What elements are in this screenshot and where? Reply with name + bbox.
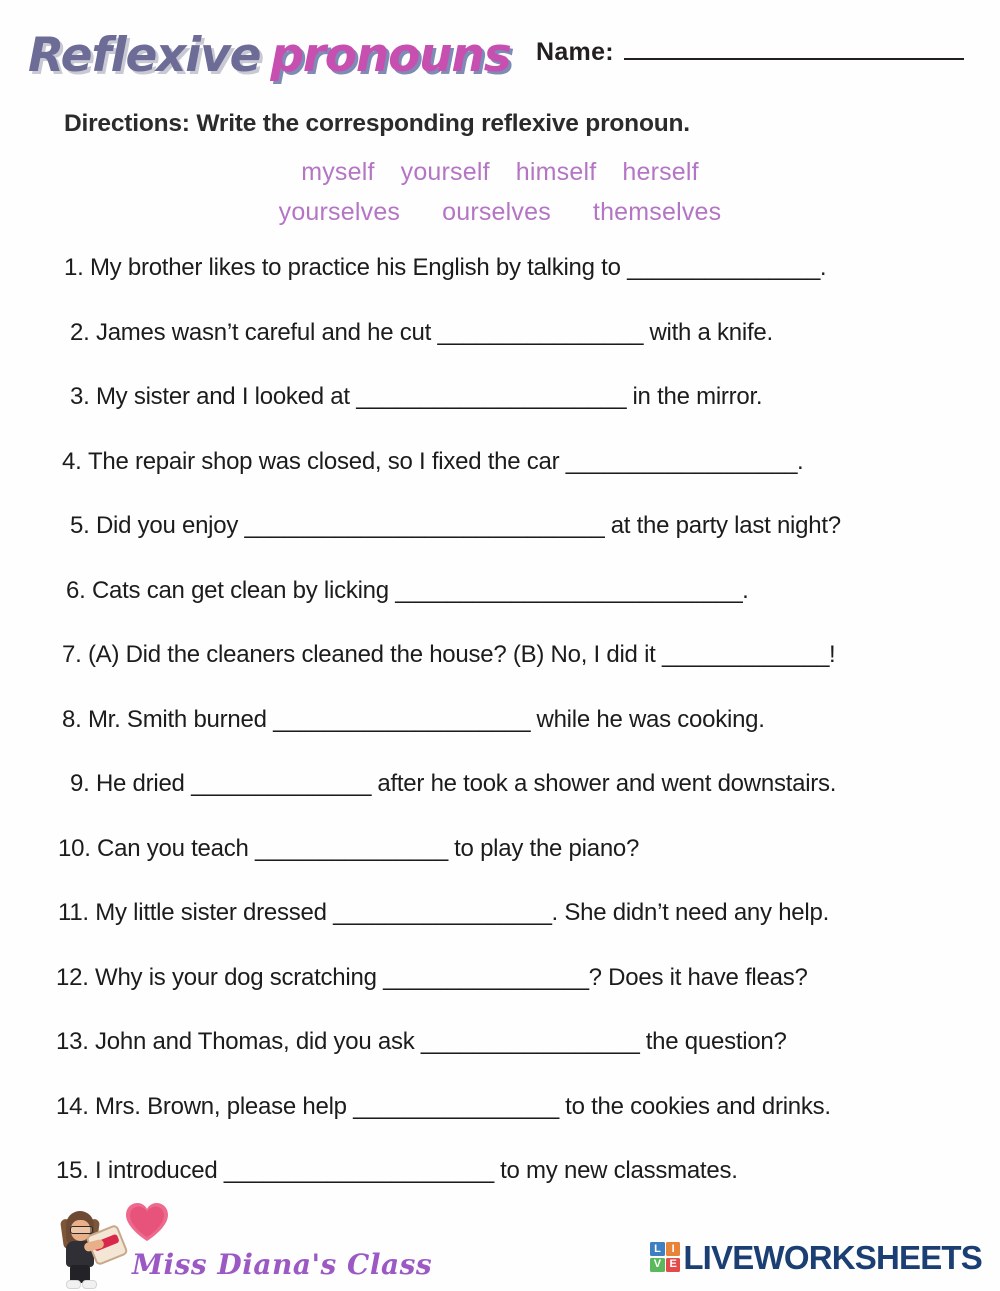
question-item [0, 365, 1000, 430]
name-label: Name: [536, 38, 614, 66]
question-text-after: the question? [645, 1028, 787, 1056]
question-item [0, 301, 1000, 366]
question-number: 6. [66, 576, 86, 604]
question-text-after: . [819, 254, 827, 282]
question-item [0, 881, 1000, 946]
lw-tile-l: L [650, 1242, 664, 1256]
answer-blank[interactable]: ____________________________ [244, 512, 605, 540]
question-text-after: to the cookies and drinks. [565, 1092, 831, 1120]
question-text-after: ! [829, 641, 836, 669]
question-item [0, 1010, 1000, 1075]
question-text-before: Can you teach [97, 834, 249, 862]
question-text-after: after he took a shower and went downstairs. [377, 770, 837, 798]
question-list [0, 236, 1000, 1204]
question-item [0, 559, 1000, 624]
answer-blank[interactable]: ________________ [353, 1092, 559, 1120]
liveworksheets-wordmark: LIVEWORKSHEETS [683, 1238, 982, 1276]
title-word-pronouns: pronouns [270, 27, 511, 83]
question-number: 2. [70, 318, 90, 346]
answer-blank[interactable]: ________________ [383, 963, 589, 991]
liveworksheets-tiles-icon [650, 1242, 680, 1272]
question-text-after: to play the piano? [454, 834, 640, 862]
answer-blank[interactable]: _____________ [662, 641, 830, 669]
question-item [0, 494, 1000, 559]
question-number: 8. [62, 705, 82, 733]
question-text-after: to my new classmates. [500, 1157, 738, 1185]
answer-blank[interactable]: ______________ [191, 770, 371, 798]
word-bank [0, 152, 1000, 232]
word-bank-item: himself [515, 158, 597, 186]
lw-tile-e: E [666, 1258, 680, 1272]
answer-blank[interactable]: ____________________ [273, 705, 531, 733]
question-number: 1. [64, 254, 84, 282]
worksheet-title [28, 22, 510, 88]
heart-icon [124, 1201, 170, 1243]
question-item [0, 752, 1000, 817]
question-text-after: . She didn’t need any help. [551, 899, 829, 927]
question-text-before: Did you enjoy [95, 512, 239, 540]
word-bank-item: myself [301, 158, 375, 186]
title-word-reflexive: Reflexive [28, 27, 261, 83]
teacher-avatar-icon [56, 1211, 118, 1287]
name-input-line[interactable] [624, 57, 964, 60]
question-text-before: My sister and I looked at [95, 383, 350, 411]
question-text-before: The repair shop was closed, so I fixed the car [87, 447, 560, 475]
question-text-before: Mrs. Brown, please help [95, 1092, 347, 1120]
worksheet-header [0, 0, 1000, 100]
word-bank-item: themselves [592, 198, 722, 226]
question-item [0, 817, 1000, 882]
question-text-before: My brother likes to practice his English by talking to [89, 254, 621, 282]
question-item [0, 688, 1000, 753]
question-number: 11. [58, 899, 89, 927]
word-bank-item: ourselves [442, 198, 551, 226]
answer-blank[interactable]: _____________________ [223, 1157, 494, 1185]
question-number: 13. [56, 1028, 89, 1056]
question-text-after: at the party last night? [610, 512, 841, 540]
question-text-before: He dried [95, 770, 185, 798]
name-field-group [536, 38, 964, 67]
liveworksheets-logo[interactable] [650, 1239, 982, 1275]
brand-name-text: Miss Diana's Class [132, 1248, 433, 1281]
answer-blank[interactable]: _________________ [333, 899, 552, 927]
question-number: 4. [62, 447, 82, 475]
question-item [0, 430, 1000, 495]
question-item [0, 1075, 1000, 1140]
question-text-after: while he was cooking. [536, 705, 765, 733]
question-number: 10. [58, 834, 91, 862]
word-bank-row-2 [0, 192, 1000, 232]
answer-blank[interactable]: _______________ [627, 254, 820, 282]
answer-blank[interactable]: _________________ [420, 1028, 640, 1056]
question-text-after: ? Does it have fleas? [588, 963, 808, 991]
question-text-after: . [742, 576, 749, 604]
word-bank-item: herself [622, 158, 699, 186]
word-bank-item: yourself [400, 158, 490, 186]
question-text-after: in the mirror. [632, 383, 763, 411]
question-text-before: (A) Did the cleaners cleaned the house? (B) No, I did it [87, 641, 656, 669]
question-number: 14. [56, 1092, 89, 1120]
directions-text: Directions: Write the corresponding reflexive pronoun. [64, 110, 690, 137]
question-text-before: Why is your dog scratching [95, 963, 377, 991]
lw-tile-i: I [666, 1242, 680, 1256]
worksheet-footer [0, 1191, 1000, 1291]
question-item [0, 623, 1000, 688]
question-number: 15. [56, 1157, 89, 1185]
answer-blank[interactable]: __________________ [565, 447, 798, 475]
question-text-before: Mr. Smith burned [87, 705, 267, 733]
question-number: 7. [62, 641, 82, 669]
answer-blank[interactable]: ________________ [437, 318, 644, 346]
question-number: 9. [70, 770, 90, 798]
question-number: 3. [70, 383, 90, 411]
teacher-brand-logo [48, 1197, 433, 1289]
question-text-before: My little sister dressed [95, 899, 327, 927]
answer-blank[interactable]: ___________________________ [395, 576, 743, 604]
question-text-before: James wasn’t careful and he cut [95, 318, 432, 346]
word-bank-row-1 [0, 152, 1000, 192]
question-number: 12. [56, 963, 89, 991]
question-text-after: with a knife. [649, 318, 773, 346]
question-text-before: I introduced [95, 1157, 218, 1185]
word-bank-item: yourselves [278, 198, 401, 226]
question-text-before: John and Thomas, did you ask [95, 1028, 415, 1056]
question-number: 5. [70, 512, 90, 540]
question-item [0, 946, 1000, 1011]
question-text-after: . [797, 447, 804, 475]
lw-tile-v: V [650, 1258, 664, 1272]
answer-blank[interactable]: _____________________ [356, 383, 627, 411]
question-item [0, 236, 1000, 301]
question-text-before: Cats can get clean by licking [91, 576, 389, 604]
answer-blank[interactable]: _______________ [255, 834, 448, 862]
